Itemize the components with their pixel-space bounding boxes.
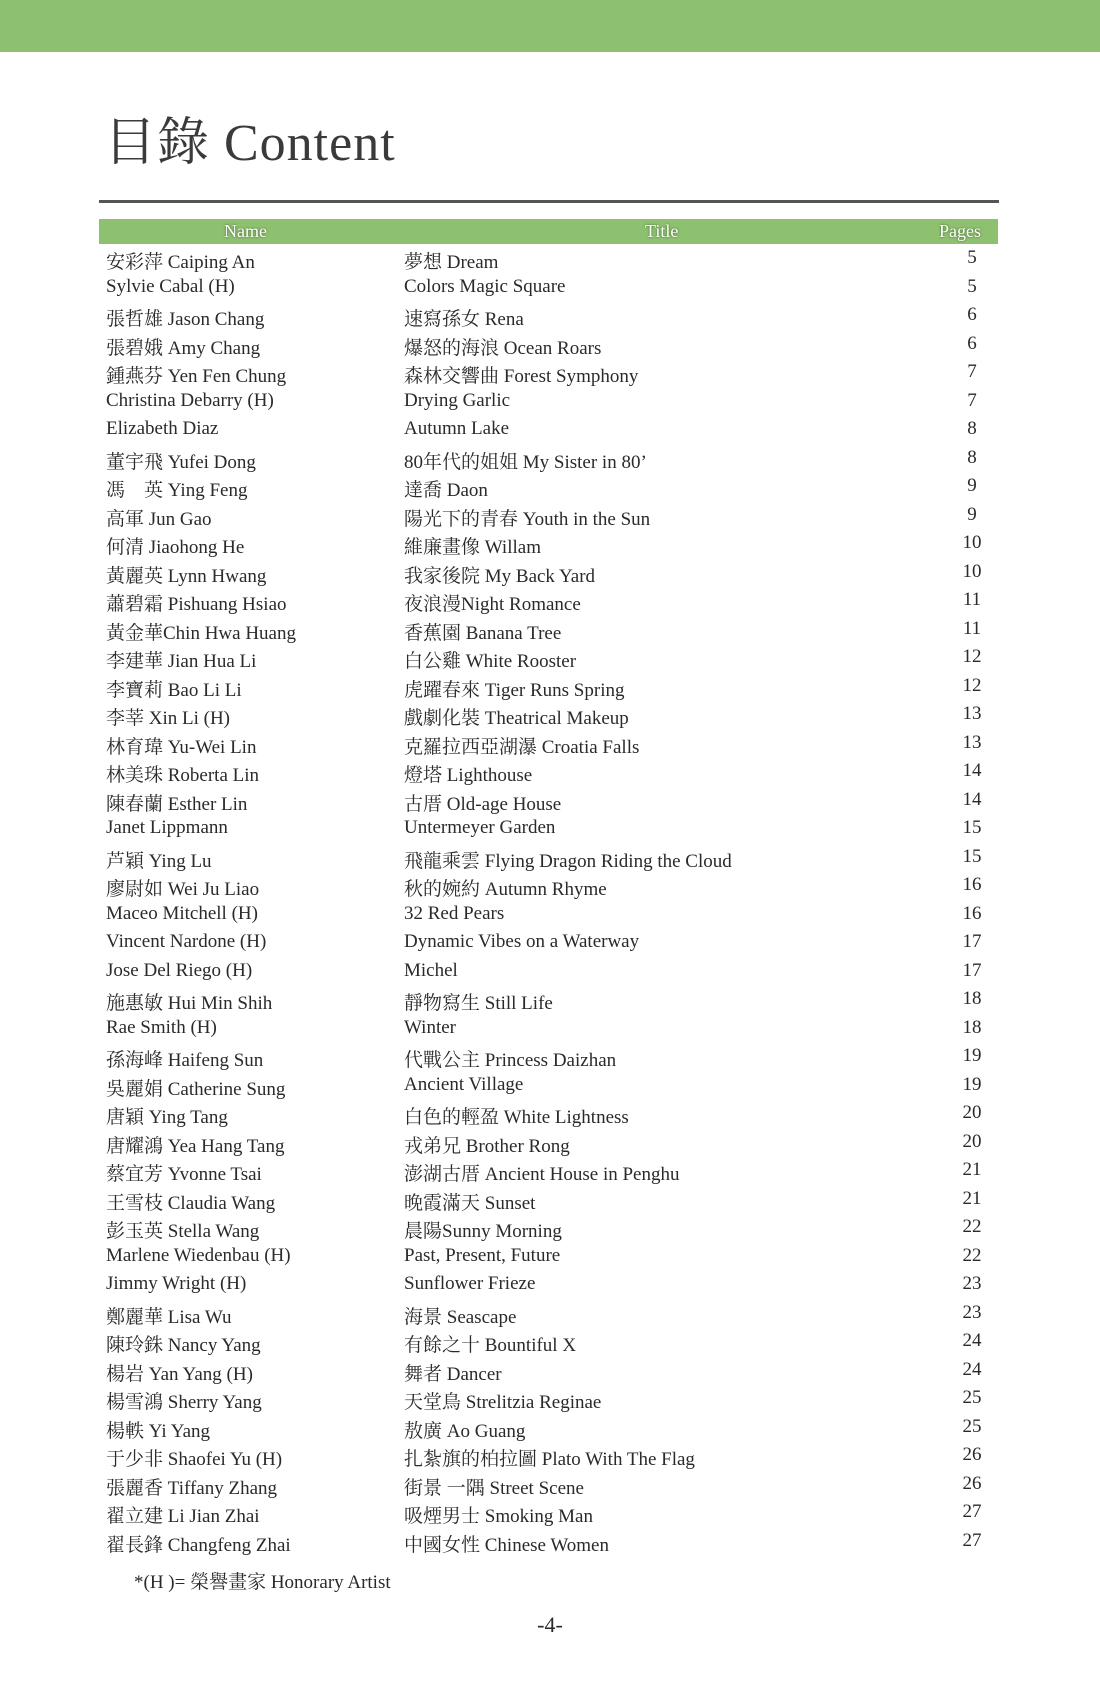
artwork-title: Autumn Lake (404, 418, 510, 439)
artist-name: 林美珠 Roberta Lin (106, 765, 260, 786)
page-ref: 20 (962, 1130, 982, 1152)
page-ref: 6 (967, 304, 977, 325)
page-ref: 12 (962, 646, 982, 667)
artist-name: Rae Smith (H) (106, 1016, 217, 1038)
table-row (99, 1185, 998, 1214)
artist-name: 唐穎 Ying Tang (106, 1107, 228, 1128)
page-ref: 13 (962, 731, 982, 753)
artwork-title: 32 Red Pears (404, 902, 505, 924)
artist-name: 黃金華Chin Hwa Huang (106, 622, 296, 644)
artwork-title: 代戰公主 Princess Daizhan (404, 1050, 617, 1071)
page-ref: 5 (967, 247, 977, 268)
page-ref: 25 (962, 1387, 982, 1408)
artist-name: 彭玉英 Stella Wang (106, 1221, 260, 1242)
artwork-title: 扎紮旗的柏拉圖 Plato With The Flag (404, 1449, 695, 1470)
artist-name: Vincent Nardone (H) (106, 931, 267, 952)
artist-name: 董宇飛 Yufei Dong (106, 451, 256, 473)
table-row (99, 843, 998, 872)
artist-name: 楊岩 Yan Yang (H) (106, 1363, 253, 1385)
artwork-title: Past, Present, Future (404, 1244, 561, 1266)
page-ref: 22 (962, 1216, 982, 1237)
table-row (99, 558, 998, 587)
artist-name: 吳麗娟 Catherine Sung (106, 1078, 286, 1100)
page-ref: 11 (962, 589, 982, 610)
artist-name: 蕭碧霜 Pishuang Hsiao (106, 594, 287, 615)
table-row (99, 643, 998, 672)
page-ref: 20 (962, 1102, 982, 1123)
artist-name: 廖尉如 Wei Ju Liao (106, 879, 260, 900)
artist-name: 楊軼 Yi Yang (106, 1420, 210, 1442)
artist-name: 陳玲銖 Nancy Yang (106, 1335, 261, 1356)
artist-name: 黃麗英 Lynn Hwang (106, 565, 267, 587)
table-row (99, 814, 998, 843)
artwork-title: 晚霞滿天 Sunset (404, 1192, 536, 1214)
artist-name: 施惠敏 Hui Min Shih (106, 993, 273, 1014)
page-ref: 10 (962, 560, 982, 582)
artwork-title: Michel (404, 959, 458, 981)
artwork-title: 飛龍乘雲 Flying Dragon Riding the Cloud (404, 850, 732, 872)
artist-name: Jimmy Wright (H) (106, 1273, 247, 1294)
page-ref: 10 (962, 532, 982, 553)
page-ref: 8 (967, 446, 977, 468)
artist-name: 鍾燕芬 Yen Fen Chung (106, 366, 287, 387)
table-row (99, 1014, 998, 1043)
artist-name: 蔡宜芳 Yvonne Tsai (106, 1164, 262, 1185)
artwork-title: 天堂鳥 Strelitzia Reginae (404, 1392, 602, 1413)
artwork-title: 香蕉園 Banana Tree (404, 622, 562, 644)
table-row (99, 301, 998, 330)
table-row (99, 1213, 998, 1242)
artwork-title: 80年代的姐姐 My Sister in 80’ (404, 451, 647, 473)
artist-name: 張哲雄 Jason Chang (106, 309, 265, 330)
page-ref: 26 (962, 1444, 982, 1465)
artist-name: 翟立建 Li Jian Zhai (106, 1506, 260, 1527)
artwork-title: Drying Garlic (404, 389, 511, 411)
artwork-title: Untermeyer Garden (404, 817, 556, 838)
artwork-title: 戎弟兄 Brother Rong (404, 1135, 570, 1157)
table-row (99, 1441, 998, 1470)
table-row (99, 1099, 998, 1128)
table-row (99, 1156, 998, 1185)
artist-name: 王雪枝 Claudia Wang (106, 1192, 276, 1214)
table-row (99, 1413, 998, 1442)
table-row (99, 786, 998, 815)
page-ref: 23 (962, 1273, 982, 1294)
artist-name: Maceo Mitchell (H) (106, 902, 258, 924)
artist-name: Janet Lippmann (106, 817, 228, 838)
table-row (99, 1242, 998, 1271)
artwork-title: 靜物寫生 Still Life (404, 993, 553, 1014)
table-row (99, 957, 998, 986)
artwork-title: 白公雞 White Rooster (404, 651, 577, 672)
table-row (99, 871, 998, 900)
artist-name: 張麗香 Tiffany Zhang (106, 1477, 278, 1499)
artwork-title: 吸煙男士 Smoking Man (404, 1506, 593, 1527)
artist-name: 孫海峰 Haifeng Sun (106, 1050, 264, 1071)
page-ref: 22 (962, 1244, 982, 1266)
page-ref: 7 (967, 389, 977, 411)
page-ref: 5 (967, 275, 977, 297)
artwork-title: 有餘之十 Bountiful X (404, 1335, 577, 1356)
table-row (99, 1128, 998, 1157)
table-row (99, 387, 998, 416)
page-ref: 16 (962, 902, 982, 924)
table-row (99, 1042, 998, 1071)
artwork-title: 森林交響曲 Forest Symphony (404, 366, 639, 387)
page-ref: 9 (967, 475, 977, 496)
artwork-title: 維廉畫像 Willam (404, 537, 541, 558)
page-ref: 15 (962, 817, 982, 838)
page-ref: 9 (967, 503, 977, 525)
page-ref: 23 (962, 1301, 982, 1323)
header-title: Title (645, 221, 679, 241)
artist-name: 張碧娥 Amy Chang (106, 337, 261, 359)
artist-name: 李建華 Jian Hua Li (106, 651, 257, 672)
artwork-title: 舞者 Dancer (404, 1363, 502, 1385)
page-ref: 25 (962, 1415, 982, 1437)
table-row (99, 757, 998, 786)
contents-table (99, 219, 998, 1555)
page-ref: 11 (962, 617, 982, 639)
artwork-title: 達喬 Daon (404, 480, 488, 501)
table-row (99, 985, 998, 1014)
top-banner (0, 0, 1100, 52)
artwork-title: 戲劇化裝 Theatrical Makeup (404, 708, 629, 729)
table-row (99, 900, 998, 929)
table-row (99, 501, 998, 530)
table-row (99, 729, 998, 758)
table-body (99, 244, 998, 1555)
artwork-title: 街景 一隅 Street Scene (404, 1477, 584, 1499)
page-ref: 14 (962, 760, 982, 781)
page-ref: 21 (962, 1159, 982, 1180)
footnote: *(H )= 榮譽畫家 Honorary Artist (134, 1572, 391, 1593)
table-header (99, 219, 998, 244)
page-ref: 27 (962, 1501, 982, 1522)
page-ref: 17 (962, 931, 982, 952)
page-ref: 19 (962, 1073, 982, 1095)
page-ref: 26 (962, 1472, 982, 1494)
table-row (99, 1270, 998, 1299)
artwork-title: 晨陽Sunny Morning (404, 1221, 562, 1242)
table-row (99, 700, 998, 729)
page-ref: 15 (962, 845, 982, 867)
table-row (99, 330, 998, 359)
page-ref: 13 (962, 703, 982, 724)
artist-name: 陳春蘭 Esther Lin (106, 793, 248, 815)
page-ref: 24 (962, 1358, 982, 1380)
artist-name: Christina Debarry (H) (106, 389, 274, 411)
artwork-title: Sunflower Frieze (404, 1273, 536, 1294)
artist-name: Sylvie Cabal (H) (106, 275, 235, 297)
artwork-title: 速寫孫女 Rena (404, 309, 524, 330)
page-ref: 7 (967, 361, 977, 382)
table-row (99, 615, 998, 644)
artist-name: Marlene Wiedenbau (H) (106, 1244, 291, 1266)
header-name: Name (224, 221, 267, 241)
page-ref: 17 (962, 959, 982, 981)
header-pages: Pages (939, 221, 981, 241)
artwork-title: Winter (404, 1016, 456, 1038)
artwork-title: 白色的輕盈 White Lightness (404, 1107, 629, 1128)
artwork-title: 虎躍春來 Tiger Runs Spring (404, 679, 625, 701)
artwork-title: 陽光下的青春 Youth in the Sun (404, 508, 651, 530)
table-row (99, 1527, 998, 1556)
page-ref: 6 (967, 332, 977, 354)
artist-name: 李莘 Xin Li (H) (106, 708, 231, 729)
table-row (99, 1356, 998, 1385)
page-ref: 27 (962, 1529, 982, 1551)
table-row (99, 415, 998, 444)
table-row (99, 273, 998, 302)
table-row (99, 1327, 998, 1356)
artist-name: 何清 Jiaohong He (106, 537, 245, 558)
table-row (99, 472, 998, 501)
page-ref: 16 (962, 874, 982, 895)
artist-name: 芦穎 Ying Lu (106, 850, 212, 872)
page-ref: 19 (962, 1045, 982, 1066)
page-ref: 8 (967, 418, 977, 439)
artwork-title: 澎湖古厝 Ancient House in Penghu (404, 1164, 680, 1185)
artwork-title: 敖廣 Ao Guang (404, 1420, 526, 1442)
artist-name: Elizabeth Diaz (106, 418, 219, 439)
table-row (99, 529, 998, 558)
artist-name: 馮 英 Ying Feng (106, 480, 248, 501)
artwork-title: 秋的婉約 Autumn Rhyme (404, 879, 607, 900)
artwork-title: 克羅拉西亞湖瀑 Croatia Falls (404, 736, 640, 758)
artist-name: 高軍 Jun Gao (106, 508, 212, 530)
table-row (99, 1299, 998, 1328)
artwork-title: 古厝 Old-age House (404, 793, 562, 815)
artwork-title: Colors Magic Square (404, 275, 566, 297)
artwork-title: 夜浪漫Night Romance (404, 594, 581, 615)
page-ref: 18 (962, 1016, 982, 1038)
table-row (99, 244, 998, 273)
artist-name: 于少非 Shaofei Yu (H) (106, 1449, 283, 1470)
artist-name: 安彩萍 Caiping An (106, 252, 255, 273)
page-ref: 12 (962, 674, 982, 696)
artwork-title: 中國女性 Chinese Women (404, 1534, 609, 1556)
table-row (99, 586, 998, 615)
artist-name: 林育瑋 Yu-Wei Lin (106, 736, 257, 758)
table-row (99, 1071, 998, 1100)
table-row (99, 444, 998, 473)
artwork-title: 燈塔 Lighthouse (404, 765, 533, 786)
table-row (99, 358, 998, 387)
page-ref: 18 (962, 988, 982, 1009)
artist-name: 翟長鋒 Changfeng Zhai (106, 1534, 291, 1556)
artwork-title: 海景 Seascape (404, 1306, 517, 1328)
artwork-title: Ancient Village (404, 1073, 524, 1095)
page-ref: 21 (962, 1187, 982, 1209)
page-ref: 24 (962, 1330, 982, 1351)
table-row (99, 928, 998, 957)
artist-name: 李寶莉 Bao Li Li (106, 679, 242, 701)
table-row (99, 1384, 998, 1413)
page-number: -4- (537, 1612, 563, 1637)
table-row (99, 672, 998, 701)
page-title: 目錄 Content (104, 115, 396, 172)
artist-name: Jose Del Riego (H) (106, 959, 253, 981)
artist-name: 鄭麗華 Lisa Wu (106, 1306, 232, 1328)
artist-name: 唐耀鴻 Yea Hang Tang (106, 1135, 285, 1157)
artwork-title: 爆怒的海浪 Ocean Roars (404, 337, 602, 359)
artwork-title: 我家後院 My Back Yard (404, 565, 596, 587)
title-divider (99, 200, 999, 203)
table-row (99, 1470, 998, 1499)
table-row (99, 1498, 998, 1527)
artist-name: 楊雪鴻 Sherry Yang (106, 1392, 262, 1413)
page-ref: 14 (962, 788, 982, 810)
artwork-title: Dynamic Vibes on a Waterway (404, 931, 640, 952)
artwork-title: 夢想 Dream (404, 252, 499, 273)
